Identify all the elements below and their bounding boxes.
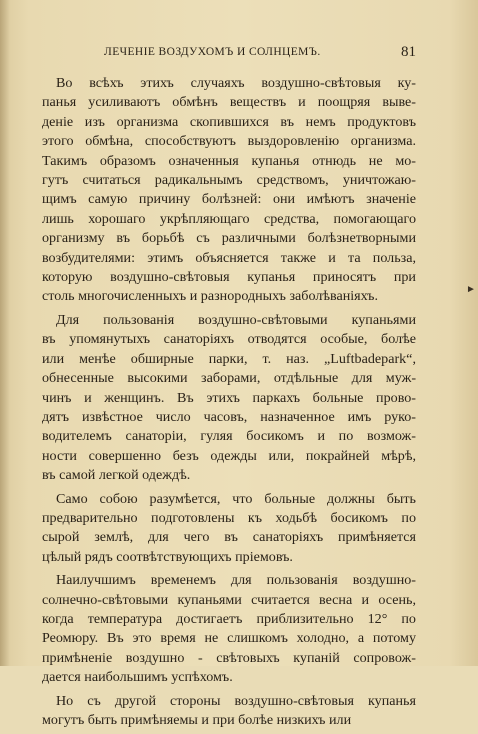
page-number: 81: [401, 44, 416, 60]
paragraph: [42, 74, 416, 307]
paragraph: [42, 571, 416, 687]
text-line: панья усиливаютъ обмѣнъ веществъ и поощряя выве-: [42, 94, 416, 111]
text-line: солнечно-свѣтовыми купаньями считается весна и осень,: [42, 591, 416, 608]
text-line: дается наибольшимъ успѣхомъ.: [42, 669, 233, 686]
text-line: или менѣе обширные парки, т. наз. „Luftbadepark“,: [42, 350, 416, 367]
text-line: въ упомянутыхъ санаторіяхъ отводятся особые, болѣе: [42, 331, 416, 348]
text-line: Для пользованія воздушно-свѣтовыми купаньями: [56, 311, 416, 328]
text-line: организму въ борьбѣ съ различными болѣзнетворными: [42, 230, 416, 247]
page-gutter-shadow: [0, 0, 10, 666]
text-line: столь многочисленныхъ и разнородныхъ заболѣваніяхъ.: [42, 288, 378, 305]
page-header: [42, 44, 416, 62]
text-line: Такимъ образомъ означенныя купанья отнюдь не мо-: [42, 152, 416, 169]
text-line: когда температура достигаетъ приблизительно 12° по: [42, 610, 416, 627]
text-line: лишь хорошаго укрѣпляющаго средства, помогающаго: [42, 210, 416, 227]
text-line: Реомюру. Въ это время не слишкомъ холодно, а потому: [42, 630, 416, 647]
paragraph: [42, 692, 416, 731]
text-line: сырой землѣ, для чего въ санаторіяхъ примѣняется: [42, 529, 416, 546]
text-line: возбудителями: этимъ объясняется также и та польза,: [42, 249, 416, 266]
text-line: Но съ другой стороны воздушно-свѣтовыя купанья: [56, 692, 416, 709]
text-line: могутъ быть примѣняемы и при болѣе низкихъ или: [42, 712, 352, 728]
text-line: щимъ самую причину болѣзней: они имѣютъ значеніе: [42, 191, 416, 208]
text-line: Само собою разумѣется, что больные должны быть: [56, 490, 416, 507]
text-line: гутъ считаться радикальнымъ средствомъ, уничтожаю-: [42, 172, 416, 189]
text-line: дятъ извѣстное число часовъ, назначенное имъ руко-: [42, 408, 416, 425]
text-line: чинъ и женщинъ. Въ этихъ паркахъ больные прово-: [42, 389, 416, 406]
text-line: предварительно подготовлены къ ходьбѣ босикомъ по: [42, 509, 416, 526]
text-line: обнесенные высокими заборами, отдѣльные для муж-: [42, 370, 416, 387]
text-line: деніе изъ организма скопившихся въ немъ продуктовъ: [42, 113, 416, 130]
text-line: Во всѣхъ этихъ случаяхъ воздушно-свѣтовыя ку-: [56, 75, 416, 91]
margin-arrow-mark: ►: [466, 284, 476, 295]
text-line: этого обмѣна, способствуютъ выздоровленію организма.: [42, 133, 416, 150]
text-line: ности совершенно безъ одежды или, покрайней мѣрѣ,: [42, 447, 416, 464]
text-line: Наилучшимъ временемъ для пользованія воздушно-: [56, 572, 416, 589]
text-line: въ самой легкой одеждѣ.: [42, 467, 191, 484]
paragraph: [42, 311, 416, 486]
text-line: цѣлый рядъ соотвѣтствующихъ пріемовъ.: [42, 548, 293, 565]
paragraph: [42, 490, 416, 568]
running-title: ЛЕЧЕНІЕ ВОЗДУХОМЪ И СОЛНЦЕМЪ.: [104, 46, 321, 58]
text-line: водителемъ санаторіи, гуляя босикомъ и по возмож-: [42, 428, 416, 445]
body-text: [42, 74, 416, 734]
text-line: примѣненіе воздушно - свѣтовыхъ купаній сопровож-: [42, 649, 416, 666]
text-line: которую воздушно-свѣтовыя купанья приносятъ при: [42, 269, 416, 286]
